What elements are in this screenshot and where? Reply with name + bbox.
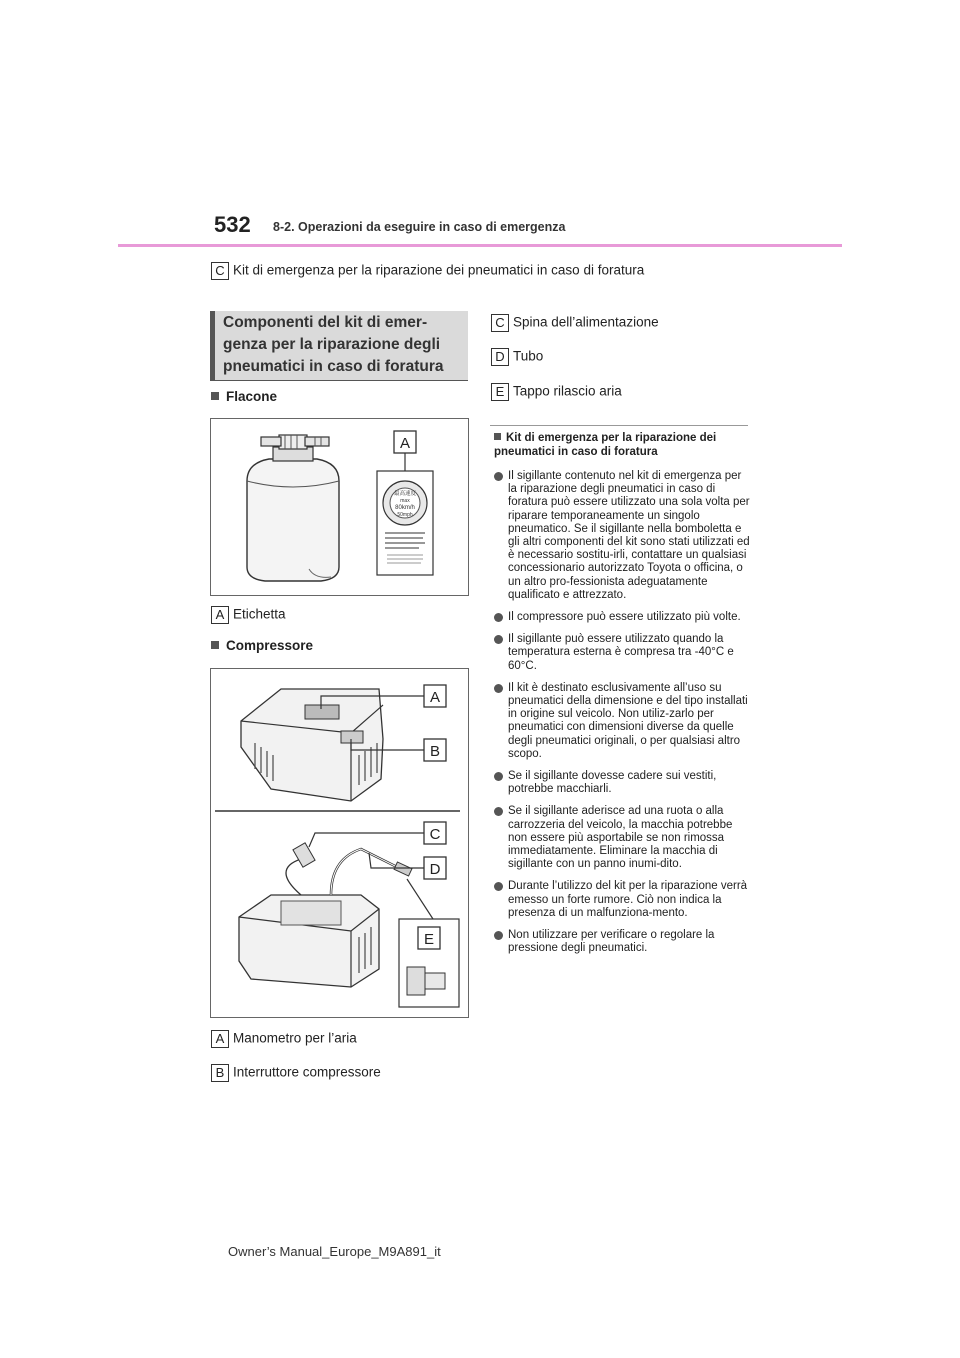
bullet-text: Il sigillante contenuto nel kit di emergenza per la riparazione degli pneumatici in caso di foratura può essere utilizzato una sola volta per riparare temporaneamente un singolo pneumatico. Se il sigillante nella bomboletta e gli altri componenti del kit sono stati utilizzati ed è necessario sostitu-irli, contattare un qualsiasi concessionario autorizzato Toyota o officina, o un altro pro-fessionista adeguatamente qualificato e attrezzato. — [508, 470, 750, 601]
bullet-text: Il sigillante può essere utilizzato quando la temperatura esterna è compresa tra -40°C e 60°C. — [508, 633, 734, 672]
bullet-item — [494, 929, 752, 955]
compressore-figure — [210, 668, 469, 1018]
square-bullet-icon — [211, 641, 219, 649]
item-text: Tubo — [513, 348, 544, 364]
page-number: 532 — [214, 212, 251, 237]
right-item-c — [491, 314, 659, 332]
bullet-dot-icon — [494, 613, 503, 622]
right-item-d — [491, 348, 543, 366]
flacone-figure — [210, 418, 469, 596]
bullet-item — [494, 611, 752, 624]
letter-badge: A — [211, 606, 229, 624]
square-bullet-icon — [494, 433, 501, 440]
bullet-item — [494, 805, 752, 871]
bullet-text: Il kit è destinato esclusivamente all’uso su pneumatici della dimensione e del tipo installati in origine sul veicolo. Non utiliz-zarlo per pneumatici con dimensioni diverse da quelle degli pneumatici originali, o per qualsiasi altro scopo. — [508, 681, 748, 760]
heading-line: genza per la riparazione degli — [223, 336, 441, 353]
bullet-dot-icon — [494, 931, 503, 940]
item-text: Tappo rilascio aria — [513, 383, 622, 399]
components-heading — [210, 311, 468, 381]
item-text: Etichetta — [233, 606, 286, 622]
bullet-text: Durante l’utilizzo del kit per la riparazione verrà emesso un forte rumore. Ciò non indica la presenza di un malfunziona-mento. — [508, 880, 748, 919]
flacone-title: Flacone — [226, 389, 278, 404]
letter-badge: D — [491, 348, 509, 366]
letter-badge: E — [491, 383, 509, 401]
footer-text: Owner’s Manual_Europe_M9A891_it — [228, 1244, 441, 1259]
compressore-illustration — [211, 669, 468, 1017]
header-rule — [118, 244, 842, 247]
bullet-dot-icon — [494, 684, 503, 693]
note-heading-text: Kit di emergenza per la riparazione dei pneumatici in caso di foratura — [494, 432, 717, 458]
item-text: Spina dell’alimentazione — [513, 314, 659, 330]
flacone-heading — [211, 389, 277, 404]
letter-badge: C — [211, 262, 229, 280]
bullet-item — [494, 770, 752, 796]
bullet-dot-icon — [494, 882, 503, 891]
bullet-dot-icon — [494, 807, 503, 816]
callout-a: A — [399, 435, 411, 452]
letter-badge: C — [491, 314, 509, 332]
bullet-item — [494, 470, 752, 602]
compressore-item-b — [211, 1064, 381, 1082]
bullet-text: Se il sigillante dovesse cadere sui vestiti, potrebbe macchiarli. — [508, 770, 717, 796]
bullet-item — [494, 880, 752, 920]
compressore-title: Compressore — [226, 638, 314, 653]
note-heading — [494, 431, 749, 459]
label-kmh: 80km/h — [395, 505, 415, 511]
callout-a: A — [429, 689, 441, 706]
square-bullet-icon — [211, 392, 219, 400]
bullet-dot-icon — [494, 472, 503, 481]
callout-b: B — [429, 743, 441, 760]
bullet-text: Il compressore può essere utilizzato più volte. — [508, 611, 741, 624]
top-kit-text: Kit di emergenza per la riparazione dei pneumatici in caso di foratura — [233, 262, 645, 278]
callout-c: C — [429, 826, 441, 843]
flacone-item-a — [211, 606, 286, 624]
heading-line: Componenti del kit di emer- — [223, 314, 428, 331]
bullet-dot-icon — [494, 772, 503, 781]
flacone-illustration — [211, 419, 468, 595]
label-speed-jp: 最高速度 — [393, 491, 417, 497]
section-title: 8-2. Operazioni da eseguire in caso di emergenza — [273, 220, 566, 234]
callout-e: E — [423, 931, 435, 948]
callout-d: D — [429, 861, 441, 878]
item-text: Manometro per l’aria — [233, 1030, 357, 1046]
item-text: Interruttore compressore — [233, 1064, 381, 1080]
compressore-item-a — [211, 1030, 357, 1048]
bullet-text: Non utilizzare per verificare o regolare la pressione degli pneumatici. — [508, 929, 715, 955]
bullet-dot-icon — [494, 635, 503, 644]
note-bullets — [494, 470, 752, 965]
top-kit-item — [211, 262, 644, 280]
bullet-text: Se il sigillante aderisce ad una ruota o alla carrozzeria del veicolo, la macchia potrebbe non essere più asportabile se non rimossa immediatamente. Eliminare la macchia di sigillante con un panno inumi-dito. — [508, 805, 733, 871]
letter-badge: A — [211, 1030, 229, 1048]
heading-line: pneumatici in caso di foratura — [223, 358, 444, 375]
label-mph: 50mph — [397, 512, 413, 518]
bullet-item — [494, 682, 752, 761]
bullet-item — [494, 633, 752, 673]
note-rule — [490, 425, 748, 426]
compressore-heading — [211, 638, 313, 653]
label-max: max — [400, 498, 410, 504]
letter-badge: B — [211, 1064, 229, 1082]
right-item-e — [491, 383, 622, 401]
